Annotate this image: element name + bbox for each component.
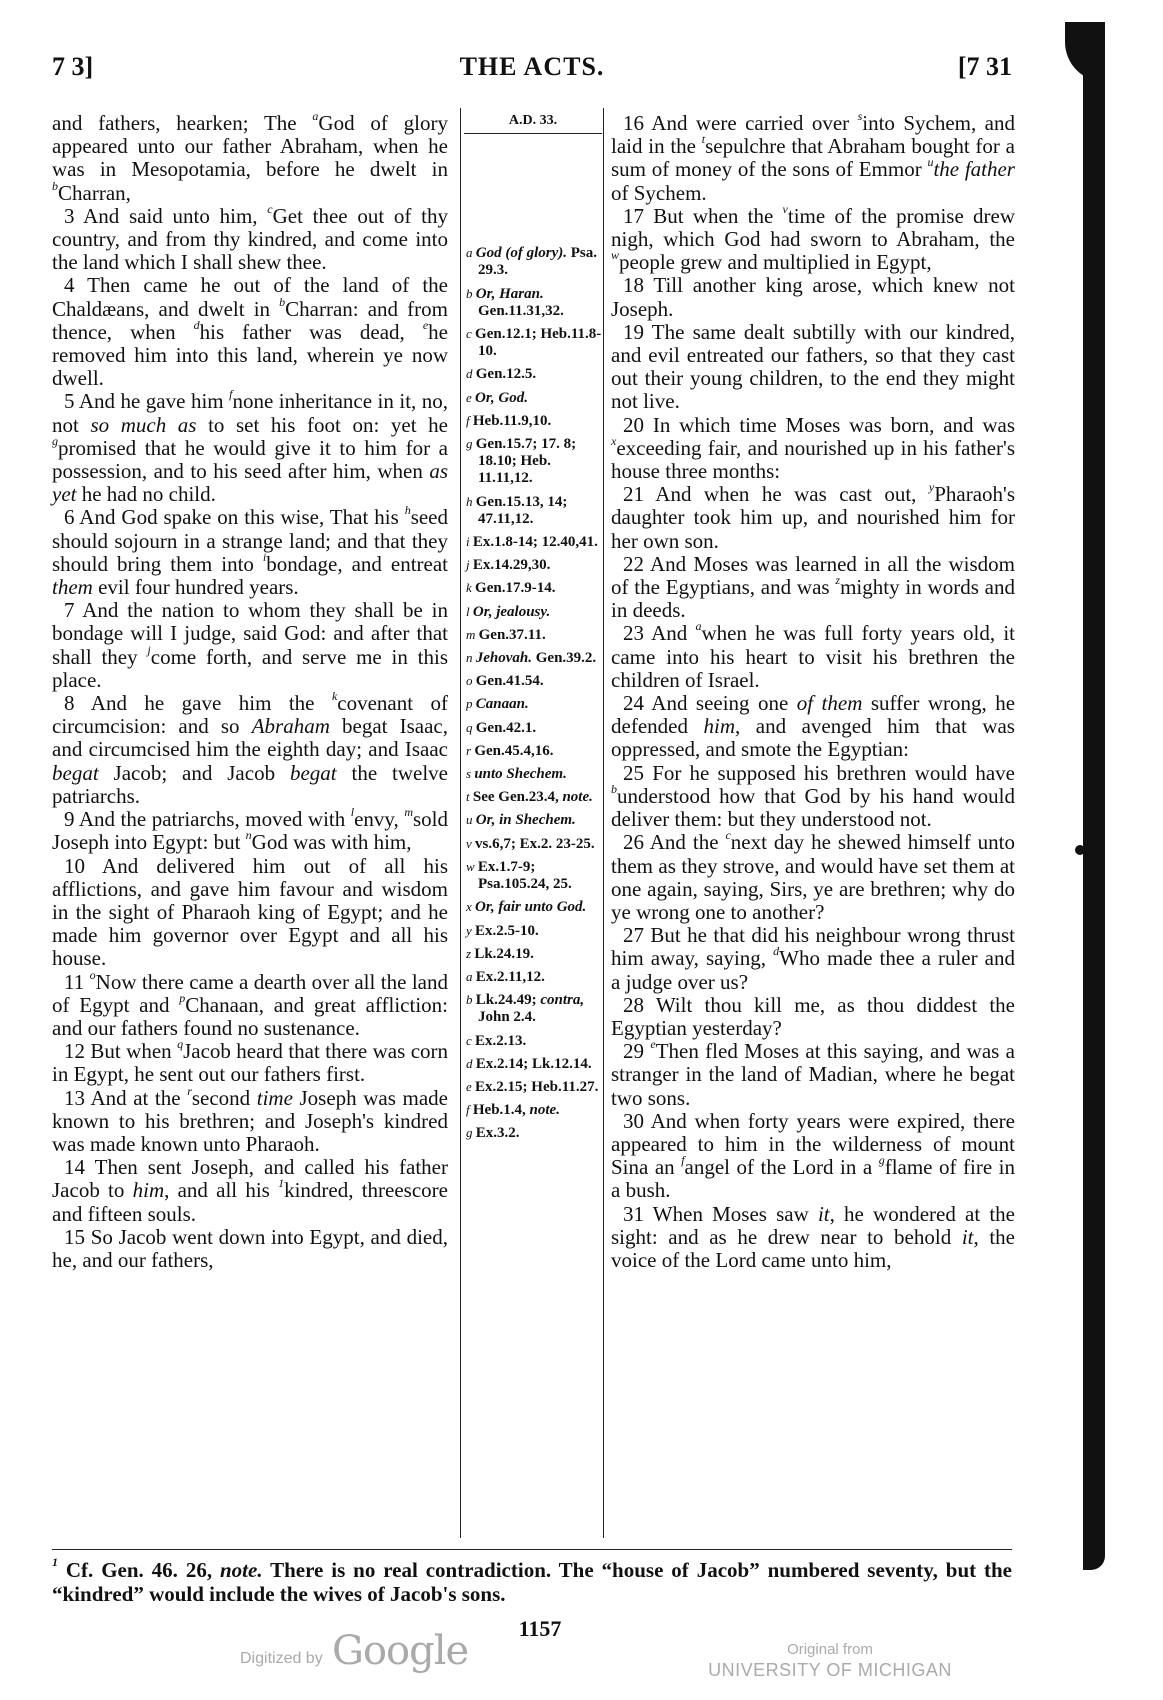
verse-text: In which time Moses was born, and was $^x$exceeding fair, and nourished up in his father's house three months: <box>611 412 1016 484</box>
verse-number: 22 <box>623 551 644 576</box>
verse <box>611 924 1015 994</box>
margin-reference <box>464 493 602 528</box>
verse-text: $^o$Now there came a dearth over all the land of Egypt and $^p$Chanaan, and great affliction: and our fathers found no sustenance. <box>52 967 448 1040</box>
verse-number: 7 <box>64 598 75 623</box>
verse-number: 20 <box>623 412 644 437</box>
verse-number: 24 <box>623 691 644 716</box>
verse-number: 13 <box>64 1085 85 1110</box>
reference-text: Ex.3.2. <box>475 1125 520 1142</box>
reference-text: unto Shechem. <box>474 766 567 783</box>
margin-reference <box>464 765 602 783</box>
margin-reference <box>464 695 602 713</box>
scan-speck <box>1075 845 1085 855</box>
verse-number: 18 <box>623 273 644 298</box>
reference-letter: r <box>466 742 475 758</box>
verse-text: And when he was cast out, $^y$Pharaoh's daughter took him up, and nourished him for her own son. <box>611 480 1015 553</box>
reference-text: Jehovah. Gen.39.2. <box>475 650 597 667</box>
reference-text: Gen.37.11. <box>478 626 546 643</box>
verse <box>611 1037 1016 1110</box>
verse <box>52 109 448 205</box>
reference-letter: n <box>466 650 476 666</box>
verse-text: So Jacob went down into Egypt, and died, he, and our fathers, <box>52 1224 448 1272</box>
page-number: 1157 <box>518 1616 562 1641</box>
margin-reference <box>464 898 602 916</box>
reference-text: Gen.41.54. <box>475 673 544 690</box>
verse <box>611 1110 1015 1203</box>
reference-text: Or, God. <box>475 389 528 406</box>
verse <box>52 274 448 390</box>
university-label: UNIVERSITY OF MICHIGAN <box>708 1660 952 1680</box>
reference-letter: u <box>466 812 476 828</box>
reference-letter: e <box>466 1078 476 1094</box>
verse-number: 11 <box>64 969 85 994</box>
verse <box>52 1156 448 1226</box>
verse-text: And $^a$when he was full forty years old, it came into his heart to visit his brethren the children of Israel. <box>611 619 1015 692</box>
reference-list <box>464 244 602 1142</box>
reference-letter: w <box>466 858 478 874</box>
reference-letter: l <box>466 603 473 619</box>
margin-reference <box>464 922 602 940</box>
reference-letter: y <box>466 922 476 938</box>
verse <box>611 692 1015 762</box>
verse-text: And Moses was learned in all the wisdom of the Egyptians, and was $^z$mighty in words and in deeds. <box>611 551 1015 623</box>
verse <box>611 762 1015 832</box>
reference-letter: f <box>466 412 473 428</box>
verse-number: 4 <box>64 273 75 298</box>
original-source <box>700 1640 960 1680</box>
verse-text: and fathers, hearken; The $^a$God of glory appeared unto our father Abraham, when he was in Mesopotamia, before he dwelt in $^b$Charran, <box>52 109 448 205</box>
verse <box>52 201 448 275</box>
verse <box>52 967 448 1041</box>
reference-text: Or, fair unto God. <box>475 899 587 916</box>
verse-text: Till another king arose, which knew not Joseph. <box>611 273 1015 321</box>
margin-reference <box>464 1055 602 1073</box>
reference-letter: h <box>466 493 476 509</box>
google-logo: Google <box>332 1628 469 1674</box>
reference-letter: x <box>466 899 476 915</box>
verse-text: And the patriarchs, moved with $^l$envy, $^m$sold Joseph into Egypt: but $^n$God was with him, <box>52 805 448 855</box>
verse-text: And seeing one of them suffer wrong, he defended him, and avenged him that was oppressed, and smote the Egyptian: <box>611 691 1016 762</box>
verse <box>52 805 448 855</box>
verse-number: 17 <box>623 203 644 228</box>
reference-letter: p <box>466 696 476 712</box>
header-chapter-end: [7 31 <box>957 52 1012 81</box>
reference-letter: d <box>466 366 476 382</box>
reference-letter: s <box>466 766 475 782</box>
margin-date: A.D. 33. <box>464 112 602 134</box>
verse-number: 21 <box>623 482 644 507</box>
verse-number: 8 <box>64 691 75 716</box>
margin-reference <box>464 1101 602 1119</box>
verse-number: 30 <box>623 1108 644 1133</box>
verse-number: 12 <box>64 1039 85 1064</box>
reference-letter: f <box>466 1102 473 1118</box>
reference-text: Canaan. <box>475 696 529 713</box>
margin-reference <box>464 389 602 407</box>
verse-number: 26 <box>623 830 644 855</box>
center-reference-column <box>464 112 602 1148</box>
verse-number: 10 <box>64 853 85 878</box>
reference-letter: m <box>466 626 479 642</box>
reference-text: God (of glory). Psa. 29.3. <box>475 245 597 279</box>
verse-text: When Moses saw it, he wondered at the sight: and as he drew near to behold it, the voice of the Lord came unto him, <box>611 1201 1016 1272</box>
verse-number: 3 <box>64 203 75 228</box>
reference-letter: k <box>466 580 476 596</box>
reference-text: Ex.2.14; Lk.12.14. <box>475 1055 592 1072</box>
verse-text: And he gave him the $^k$covenant of circumcision: and so Abraham begat Isaac, and circumcised him the eighth day; and Isaac begat Jacob; and Jacob begat the twelve patriarchs. <box>52 689 448 808</box>
reference-letter: v <box>466 835 476 851</box>
verse <box>611 201 1016 275</box>
verse-number: 9 <box>64 807 75 832</box>
verse-text: And the nation to whom they shall be in bondage will I judge, said God: and after that shall they $^j$come forth, and serve me in this place. <box>52 598 448 692</box>
reference-text: Heb.11.9,10. <box>472 412 552 429</box>
verse-text: Wilt thou kill me, as thou diddest the Egyptian yesterday? <box>611 992 1015 1040</box>
verse-text: And at the $^r$second time Joseph was made known to his brethren; and Joseph's kindred was made known unto Pharaoh. <box>52 1083 448 1156</box>
margin-reference <box>464 719 602 737</box>
margin-reference <box>464 365 602 383</box>
reference-text: Lk.24.49; contra, John 2.4. <box>475 992 585 1026</box>
verse-number: 5 <box>64 389 75 414</box>
reference-text: See Gen.23.4, note. <box>472 789 593 806</box>
reference-text: Ex.2.13. <box>475 1032 527 1049</box>
verse-text: $^e$Then fled Moses at this saying, and was a stranger in the land of Madian, where he begat two sons. <box>611 1037 1016 1110</box>
right-text-column <box>611 109 1016 1272</box>
verse <box>611 1203 1015 1273</box>
verse <box>52 503 449 600</box>
reference-text: Or, jealousy. <box>472 603 551 620</box>
verse-text: Then sent Joseph, and called his father Jacob to him, and all his $^1$kindred, threescore and fifteen souls. <box>52 1155 448 1226</box>
verse-text: And delivered him out of all his afflictions, and gave him favour and wisdom in the sight of Pharaoh king of Egypt; and he made him governor over Egypt and all his house. <box>52 853 448 971</box>
verse-number: 31 <box>623 1201 644 1226</box>
verse-text: But when the $^v$time of the promise drew nigh, which God had sworn to Abraham, the $^w$people grew and multiplied in Egypt, <box>611 201 1016 275</box>
verse <box>611 553 1015 623</box>
reference-text: Gen.17.9-14. <box>475 580 556 597</box>
margin-reference <box>464 435 602 488</box>
margin-reference <box>464 945 602 963</box>
verse-number: 29 <box>623 1039 644 1064</box>
verse-number: 16 <box>623 111 644 135</box>
column-rule-right <box>603 108 604 1538</box>
reference-text: Ex.14.29,30. <box>472 557 551 574</box>
verse <box>611 274 1015 320</box>
verse-number: 28 <box>623 992 644 1017</box>
margin-reference <box>464 412 602 430</box>
reference-text: Gen.45.4,16. <box>474 742 554 759</box>
reference-letter: a <box>466 245 476 261</box>
reference-letter: c <box>466 326 476 342</box>
reference-letter: c <box>466 1032 476 1048</box>
reference-text: Gen.12.1; Heb.11.8-10. <box>475 326 602 360</box>
reference-text: Lk.24.19. <box>474 945 534 962</box>
verse-number: 27 <box>623 923 644 948</box>
verse <box>611 321 1015 414</box>
reference-letter: d <box>466 1055 476 1071</box>
margin-reference <box>464 968 602 986</box>
margin-reference <box>464 788 602 806</box>
reference-text: Gen.12.5. <box>475 366 537 383</box>
margin-reference <box>464 626 602 644</box>
verse <box>611 109 1015 205</box>
verse <box>611 828 1015 924</box>
verse-number: 6 <box>64 505 75 530</box>
verse-text: And God spake on this wise, That his $^h$seed should sojourn in a strange land; and that they should bring them into $^i$bondage, and entreat them evil four hundred years. <box>52 503 449 600</box>
verse-text: The same dealt subtilly with our kindred, and evil entreated our fathers, so that they cast out their young children, to the end they might not live. <box>611 319 1016 414</box>
reference-letter: z <box>466 945 475 961</box>
reference-letter: o <box>466 673 476 689</box>
original-from-label: Original from <box>787 1641 873 1658</box>
margin-reference <box>464 835 602 853</box>
reference-letter: e <box>466 389 476 405</box>
verse-text: For he supposed his brethren would have $^b$understood how that God by his hand would deliver them: but they understood not. <box>611 760 1016 832</box>
binding-edge <box>1083 30 1105 1570</box>
verse-text: And when forty years were expired, there appeared to him in the wilderness of mount Sina an $^f$angel of the Lord in a $^g$flame of fire in a bush. <box>611 1108 1016 1203</box>
running-header <box>52 52 1012 92</box>
reference-text: vs.6,7; Ex.2. 23-25. <box>475 835 595 852</box>
reference-text: Ex.1.8-14; 12.40,41. <box>472 534 598 551</box>
header-chapter-start: 7 3] <box>52 52 94 81</box>
reference-letter: j <box>466 557 473 573</box>
margin-reference <box>464 533 602 551</box>
margin-reference <box>464 1078 602 1096</box>
verse-number: 15 <box>64 1224 85 1249</box>
reference-letter: b <box>466 992 476 1008</box>
verse <box>52 387 449 507</box>
reference-text: Ex.2.5-10. <box>475 922 539 939</box>
margin-reference <box>464 556 602 574</box>
margin-reference <box>464 244 602 279</box>
margin-reference <box>464 285 602 320</box>
reference-text: Heb.1.4, note. <box>472 1102 560 1119</box>
digitized-by-label: Digitized by <box>240 1650 323 1667</box>
reference-letter: q <box>466 719 476 735</box>
margin-reference <box>464 742 602 760</box>
verse <box>52 1037 449 1087</box>
verse <box>611 619 1015 692</box>
margin-reference <box>464 858 602 893</box>
verse-text: And the $^c$next day he shewed himself unto them as they strove, and would have set them at one again, saying, Sirs, ye are brethren; why do ye wrong one to another? <box>611 828 1015 924</box>
verse-text: But he that did his neighbour wrong thrust him away, saying, $^d$Who made thee a ruler and a judge over us? <box>611 923 1015 994</box>
reference-letter: a <box>466 968 476 984</box>
reference-letter: b <box>466 285 476 301</box>
reference-letter: g <box>466 1125 476 1141</box>
verse-number: 23 <box>623 621 644 646</box>
verse <box>52 1226 448 1272</box>
verse-text: Then came he out of the land of the Chaldæans, and dwelt in $^b$Charran: and from thence, when $^d$his father was dead, $^e$he removed him into this land, wherein ye now dwell. <box>52 273 448 391</box>
reference-text: Ex.2.15; Heb.11.27. <box>475 1078 599 1095</box>
margin-reference <box>464 672 602 690</box>
reference-text: Ex.2.11,12. <box>475 968 545 985</box>
margin-reference <box>464 649 602 667</box>
verse-text: And he gave him $^f$none inheritance in it, no, not so much as to set his foot on: yet he $^g$promised that he would give it to him for a possession, and to his seed after him, when as yet he had no child. <box>52 387 449 507</box>
verse-text: And said unto him, $^c$Get thee out of thy country, and from thy kindred, and come into the land which I shall shew thee. <box>52 201 448 275</box>
column-rule-left <box>460 108 461 1538</box>
verse-number: 25 <box>623 760 644 785</box>
footnote-divider <box>52 1549 1012 1550</box>
left-text-column <box>52 109 449 1272</box>
verse <box>52 1083 448 1157</box>
margin-reference <box>464 325 602 360</box>
margin-reference <box>464 579 602 597</box>
verse <box>52 855 448 971</box>
verse-text: And were carried over $^s$into Sychem, and laid in the $^t$sepulchre that Abraham bought for a sum of money of the sons of Emmor $^u$the father of Sychem. <box>611 109 1015 205</box>
reference-text: Gen.15.7; 17. 8; 18.10; Heb. 11.11,12. <box>475 436 577 487</box>
verse-number: 14 <box>64 1155 85 1180</box>
reference-text: Or, Haran. Gen.11.31,32. <box>475 285 564 319</box>
verse-number: 19 <box>623 319 644 344</box>
reference-letter: g <box>466 436 476 452</box>
reference-text: Or, in Shechem. <box>475 812 576 829</box>
reference-text: Gen.15.13, 14; 47.11,12. <box>475 493 568 527</box>
margin-reference <box>464 1032 602 1050</box>
margin-reference <box>464 603 602 621</box>
verse <box>52 599 448 692</box>
reference-letter: i <box>466 534 473 550</box>
reference-text: Ex.1.7-9; Psa.105.24, 25. <box>477 858 572 893</box>
reference-letter: t <box>466 789 473 805</box>
verse-text: But when $^q$Jacob heard that there was corn in Egypt, he sent out our fathers first. <box>52 1037 449 1087</box>
reference-text: Gen.42.1. <box>475 719 537 736</box>
margin-reference <box>464 811 602 829</box>
header-book-title: THE ACTS. <box>459 52 605 81</box>
footnote: $^1$ Cf. Gen. 46. 26, note. There is no real contradiction. The “house of Jacob” numbered seventy, but the “kindred” would include the wives of Jacob's sons. <box>52 1555 1013 1606</box>
verse <box>611 480 1015 553</box>
margin-reference <box>464 1124 602 1142</box>
verse <box>52 689 448 808</box>
verse <box>611 994 1015 1040</box>
verse <box>611 414 1015 484</box>
margin-reference <box>464 991 602 1026</box>
